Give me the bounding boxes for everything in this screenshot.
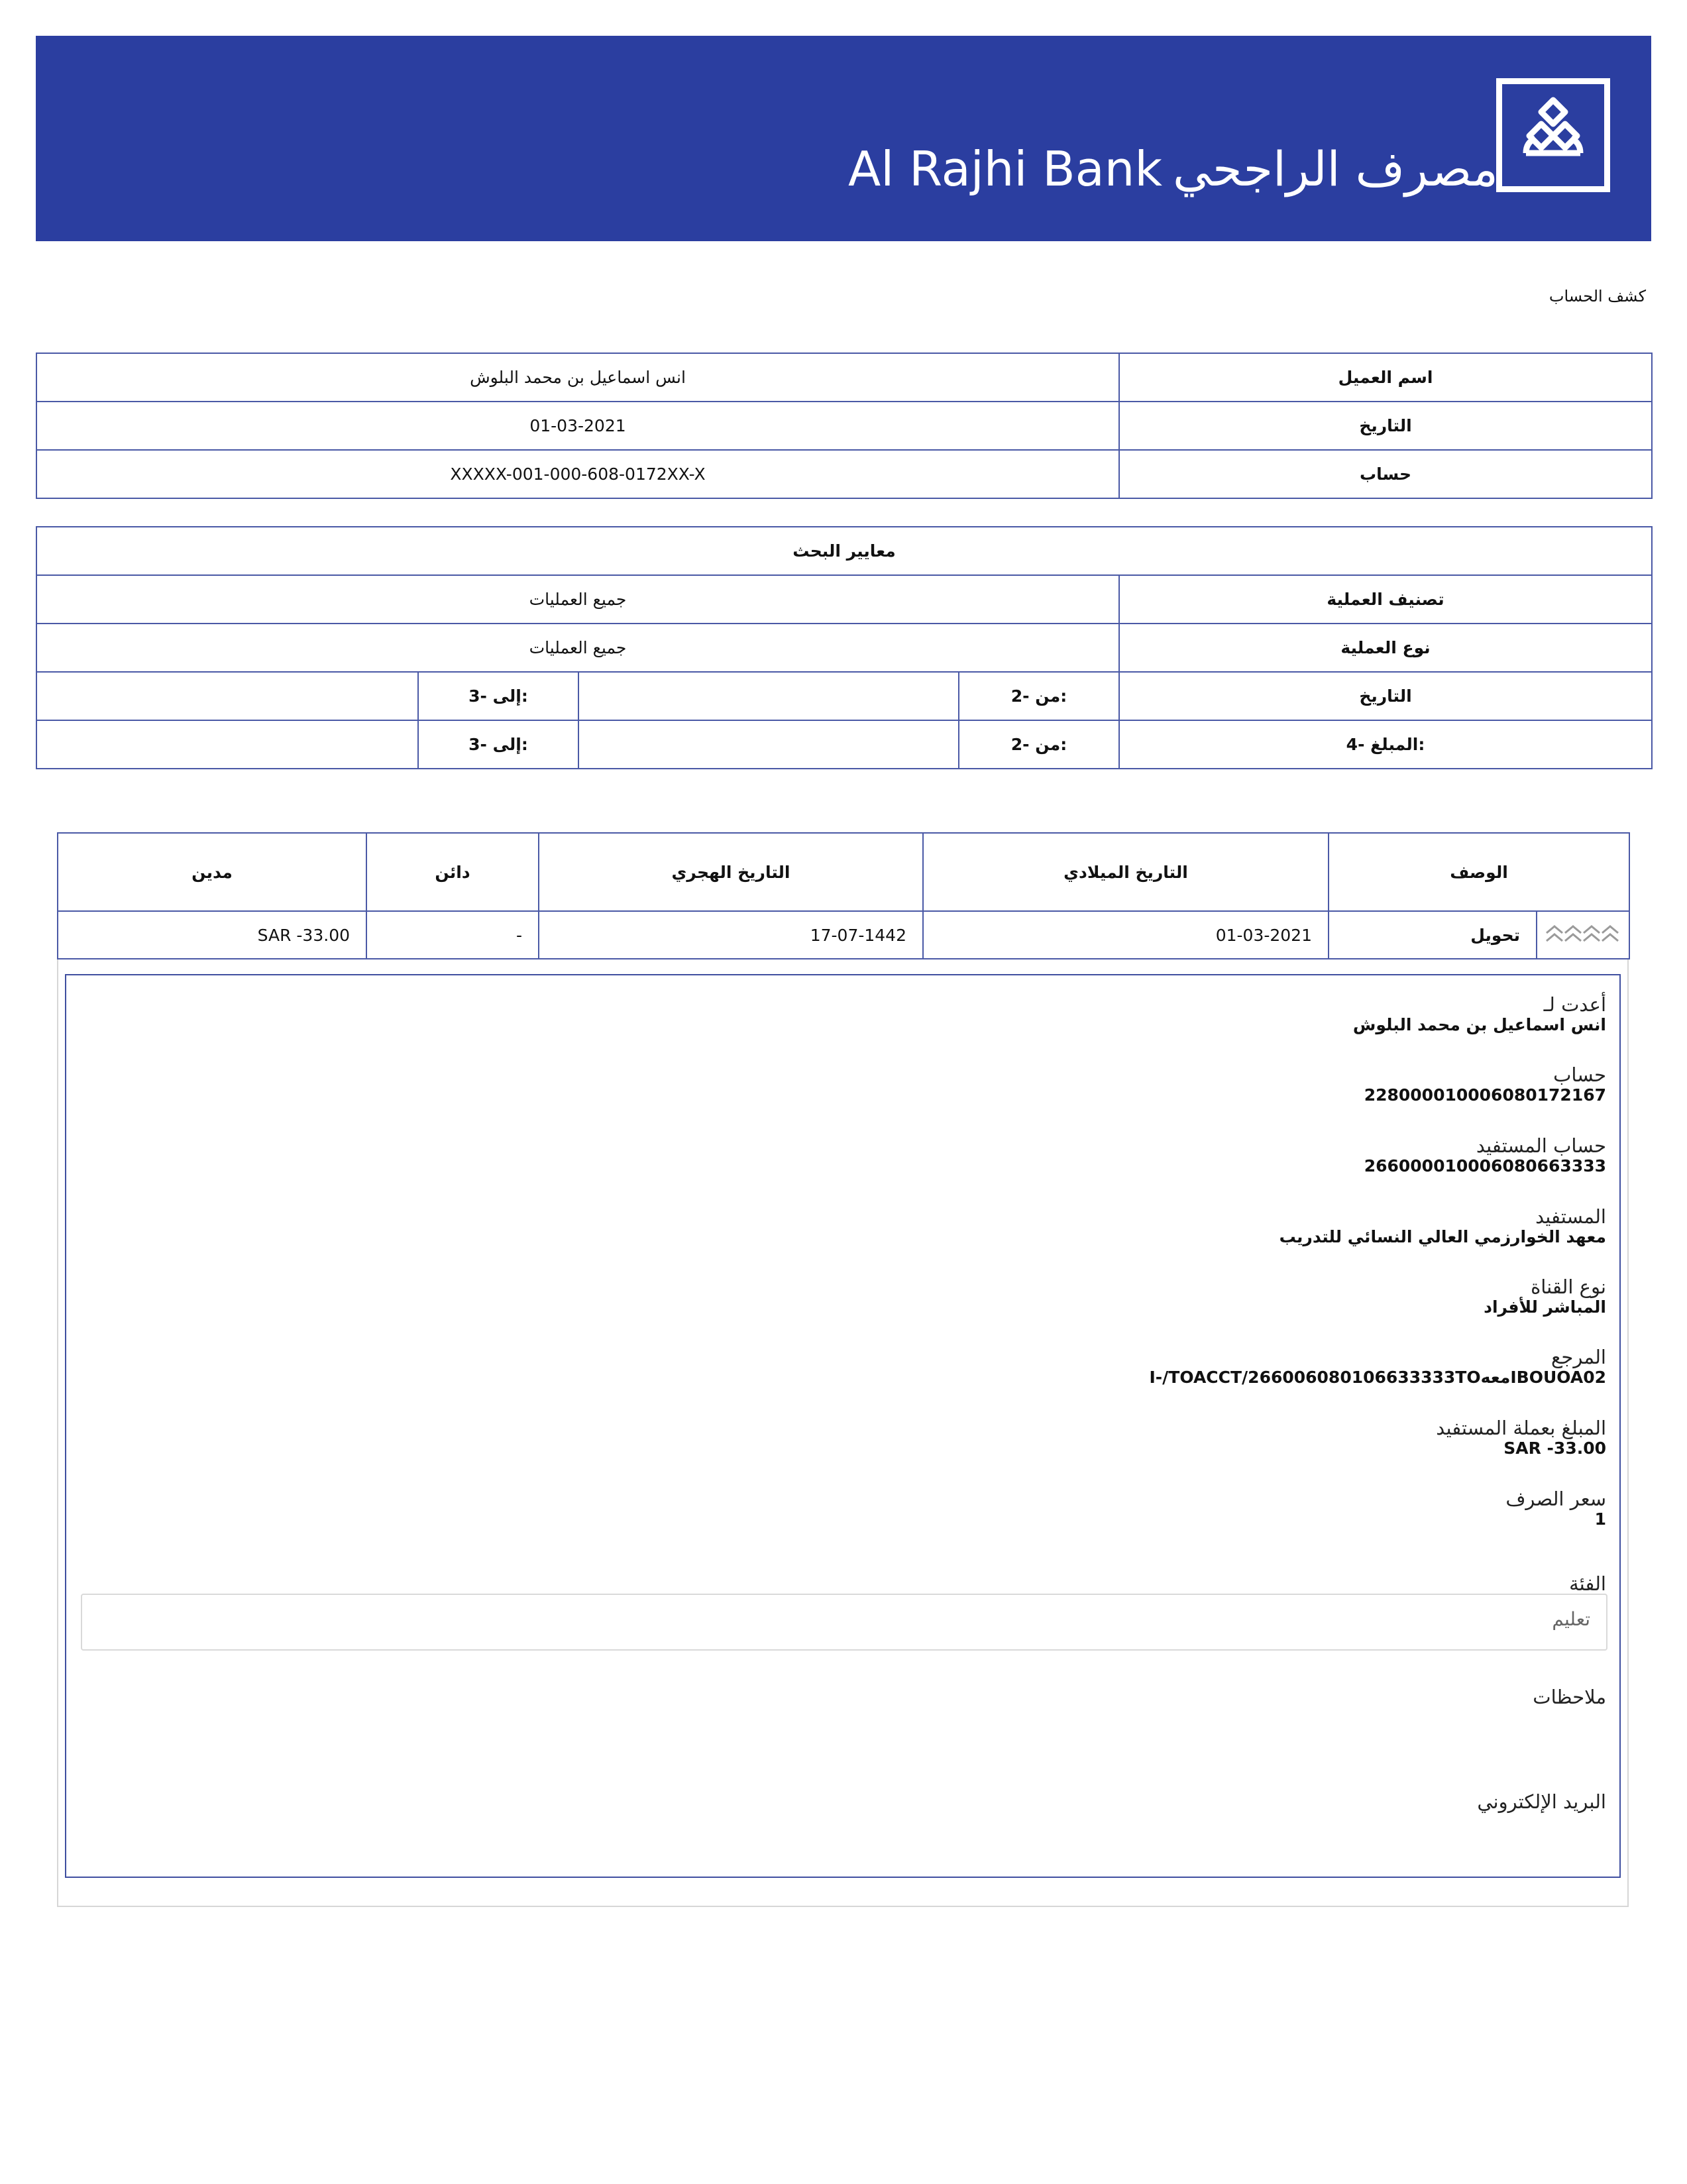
account-label: حساب [1553, 1064, 1606, 1086]
reference-group [1150, 1346, 1607, 1388]
category-value: تعليم [1552, 1608, 1590, 1630]
brand-name-ar: مصرف الراجحي [1173, 141, 1498, 197]
date-from-label: 2- من: [959, 672, 1119, 720]
table-row [36, 720, 1652, 769]
exchange-rate-value: 1 [1594, 1509, 1606, 1529]
beneficiary-value: معهد الخوارزمي العالي النسائي للتدريب [1279, 1227, 1606, 1246]
al-rajhi-logo-icon [1496, 78, 1610, 192]
email-group [1477, 1791, 1606, 1812]
table-row [36, 450, 1652, 498]
account-number-value: XXXXX-001-000-608-0172XX-X [36, 450, 1119, 498]
date-from-value [578, 672, 959, 720]
document-title: كشف الحساب [1549, 287, 1646, 305]
transaction-hijri-date: 17-07-1442 [539, 911, 923, 959]
transactions-table [57, 832, 1630, 959]
table-row [36, 402, 1652, 450]
column-hijri-date: التاريخ الهجري [539, 833, 923, 911]
operation-type-value: جميع العمليات [36, 624, 1119, 672]
transaction-debit: SAR -33.00 [58, 911, 366, 959]
table-row [36, 575, 1652, 624]
amount-to-label: 3- إلى: [418, 720, 578, 769]
customer-info-table [36, 353, 1653, 499]
email-label: البريد الإلكتروني [1477, 1790, 1606, 1813]
reference-label: المرجع [1551, 1346, 1606, 1368]
brand-name-en: Al Rajhi Bank [848, 141, 1163, 197]
chevron-icon[interactable] [1544, 922, 1623, 946]
channel-label: نوع القناة [1531, 1276, 1606, 1298]
amount-from-label: 2- من: [959, 720, 1119, 769]
category-group [1569, 1573, 1606, 1594]
beneficiary-account-value: 266000010006080663333 [1364, 1156, 1606, 1175]
column-description: الوصف [1329, 833, 1629, 911]
beneficiary-group [1279, 1206, 1606, 1247]
date-range-label: التاريخ [1119, 672, 1652, 720]
customer-name-value: انس اسماعيل بن محمد البلوش [36, 353, 1119, 402]
table-header-row [58, 833, 1629, 911]
column-gregorian-date: التاريخ الميلادي [923, 833, 1329, 911]
account-group [1364, 1064, 1606, 1105]
table-row [36, 527, 1652, 575]
column-debit: مدين [58, 833, 366, 911]
beneficiary-amount-value: SAR -33.00 [1503, 1439, 1606, 1458]
prepared-for-value: انس اسماعيل بن محمد البلوش [1352, 1015, 1606, 1034]
operation-type-label: نوع العملية [1119, 624, 1652, 672]
channel-group [1484, 1276, 1606, 1317]
column-credit: دائن [366, 833, 539, 911]
exchange-rate-group [1505, 1488, 1606, 1529]
amount-to-value [36, 720, 418, 769]
category-field[interactable] [81, 1594, 1607, 1651]
category-label: الفئة [1569, 1572, 1606, 1595]
transaction-description: تحويل [1329, 911, 1537, 959]
exchange-rate-label: سعر الصرف [1505, 1488, 1606, 1510]
transaction-detail-card [65, 974, 1621, 1878]
prepared-for-group [1353, 994, 1606, 1035]
customer-name-label: اسم العميل [1119, 353, 1652, 402]
channel-value: المباشر للأفراد [1484, 1297, 1606, 1317]
account-number-label: حساب [1119, 450, 1652, 498]
beneficiary-account-label: حساب المستفيد [1476, 1134, 1606, 1157]
table-row[interactable] [58, 911, 1629, 959]
classification-label: تصنيف العملية [1119, 575, 1652, 624]
beneficiary-account-group [1364, 1135, 1606, 1176]
account-value: 228000010006080172167 [1364, 1085, 1606, 1105]
table-row [36, 353, 1652, 402]
classification-value: جميع العمليات [36, 575, 1119, 624]
statement-date-label: التاريخ [1119, 402, 1652, 450]
date-to-value [36, 672, 418, 720]
transaction-credit: - [366, 911, 539, 959]
amount-range-label: 4- المبلغ: [1119, 720, 1652, 769]
table-row [36, 624, 1652, 672]
beneficiary-amount-label: المبلغ بعملة المستفيد [1436, 1417, 1606, 1439]
reference-value: IBOUOA02معهI-/TOACCT/266006080106633333TO [1149, 1368, 1606, 1387]
transaction-gregorian-date: 01-03-2021 [923, 911, 1329, 959]
beneficiary-label: المستفيد [1535, 1205, 1606, 1228]
search-criteria-table [36, 526, 1653, 769]
table-row [36, 672, 1652, 720]
notes-label: ملاحظات [1533, 1686, 1606, 1708]
statement-date-value: 01-03-2021 [36, 402, 1119, 450]
beneficiary-amount-group [1436, 1417, 1606, 1458]
date-to-label: 3- إلى: [418, 672, 578, 720]
notes-group [1533, 1686, 1606, 1708]
prepared-for-label: أعدت لـ [1543, 993, 1606, 1016]
amount-from-value [578, 720, 959, 769]
search-criteria-title: معايير البحث [36, 527, 1652, 575]
